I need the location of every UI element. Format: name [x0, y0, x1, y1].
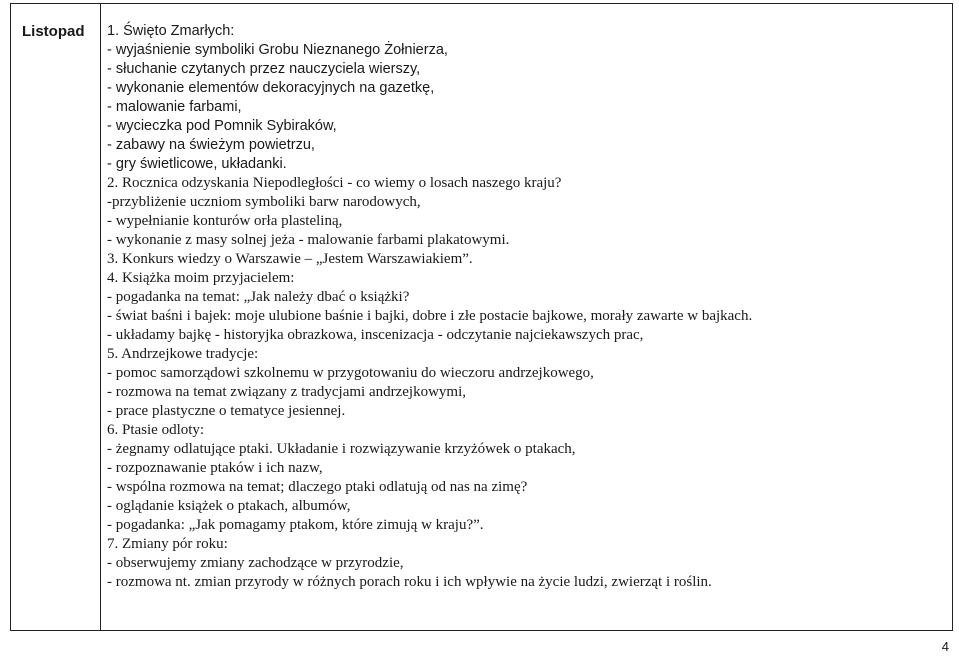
month-cell — [11, 4, 101, 630]
activities-list — [107, 22, 947, 592]
list-item: - prace plastyczne o tematyce jesiennej. — [107, 403, 346, 419]
list-item: - wykonanie z masy solnej jeża - malowanie farbami plakatowymi. — [107, 232, 510, 248]
list-item: 1. Święto Zmarłych: — [107, 23, 235, 39]
list-item: - malowanie farbami, — [107, 99, 242, 115]
list-item: - żegnamy odlatujące ptaki. Układanie i rozwiązywanie krzyżówek o ptakach, — [107, 441, 576, 457]
list-item: - słuchanie czytanych przez nauczyciela wierszy, — [107, 61, 421, 77]
list-item: - wypełnianie konturów orła plasteliną, — [107, 213, 343, 229]
page-number: 4 — [941, 639, 949, 654]
list-item: 2. Rocznica odzyskania Niepodległości - co wiemy o losach naszego kraju? — [107, 175, 562, 191]
list-item: - wspólna rozmowa na temat; dlaczego ptaki odlatują od nas na zimę? — [107, 479, 528, 495]
list-item: -przybliżenie uczniom symboliki barw narodowych, — [107, 194, 421, 210]
list-item: 7. Zmiany pór roku: — [107, 536, 228, 552]
list-item: - zabawy na świeżym powietrzu, — [107, 137, 315, 153]
list-item: 3. Konkurs wiedzy o Warszawie – „Jestem Warszawiakiem”. — [107, 251, 473, 267]
list-item: - obserwujemy zmiany zachodzące w przyrodzie, — [107, 555, 404, 571]
list-item: - gry świetlicowe, układanki. — [107, 156, 287, 172]
list-item: 6. Ptasie odloty: — [107, 422, 205, 438]
month-label: Listopad — [22, 23, 85, 40]
list-item: - oglądanie książek o ptakach, albumów, — [107, 498, 351, 514]
list-item: - wycieczka pod Pomnik Sybiraków, — [107, 118, 337, 134]
list-item: - wyjaśnienie symboliki Grobu Nieznanego Żołnierza, — [107, 42, 448, 58]
list-item: - rozpoznawanie ptaków i ich nazw, — [107, 460, 323, 476]
list-item: - rozmowa nt. zmian przyrody w różnych porach roku i ich wpływie na życie ludzi, zwierząt i roślin. — [107, 574, 712, 590]
list-item: - układamy bajkę - historyjka obrazkowa, inscenizacja - odczytanie najciekawszych prac, — [107, 327, 644, 343]
list-item: - rozmowa na temat związany z tradycjami andrzejkowymi, — [107, 384, 467, 400]
list-item: 4. Książka moim przyjacielem: — [107, 270, 295, 286]
list-item: - pogadanka: „Jak pomagamy ptakom, które zimują w kraju?”. — [107, 517, 484, 533]
list-item: 5. Andrzejkowe tradycje: — [107, 346, 259, 362]
list-item: - świat baśni i bajek: moje ulubione baśnie i bajki, dobre i złe postacie bajkowe, morały zawarte w bajkach. — [107, 308, 753, 324]
list-item: - pomoc samorządowi szkolnemu w przygotowaniu do wieczoru andrzejkowego, — [107, 365, 594, 381]
list-item: - pogadanka na temat: „Jak należy dbać o książki? — [107, 289, 410, 305]
schedule-table — [10, 3, 953, 631]
list-item: - wykonanie elementów dekoracyjnych na gazetkę, — [107, 80, 435, 96]
